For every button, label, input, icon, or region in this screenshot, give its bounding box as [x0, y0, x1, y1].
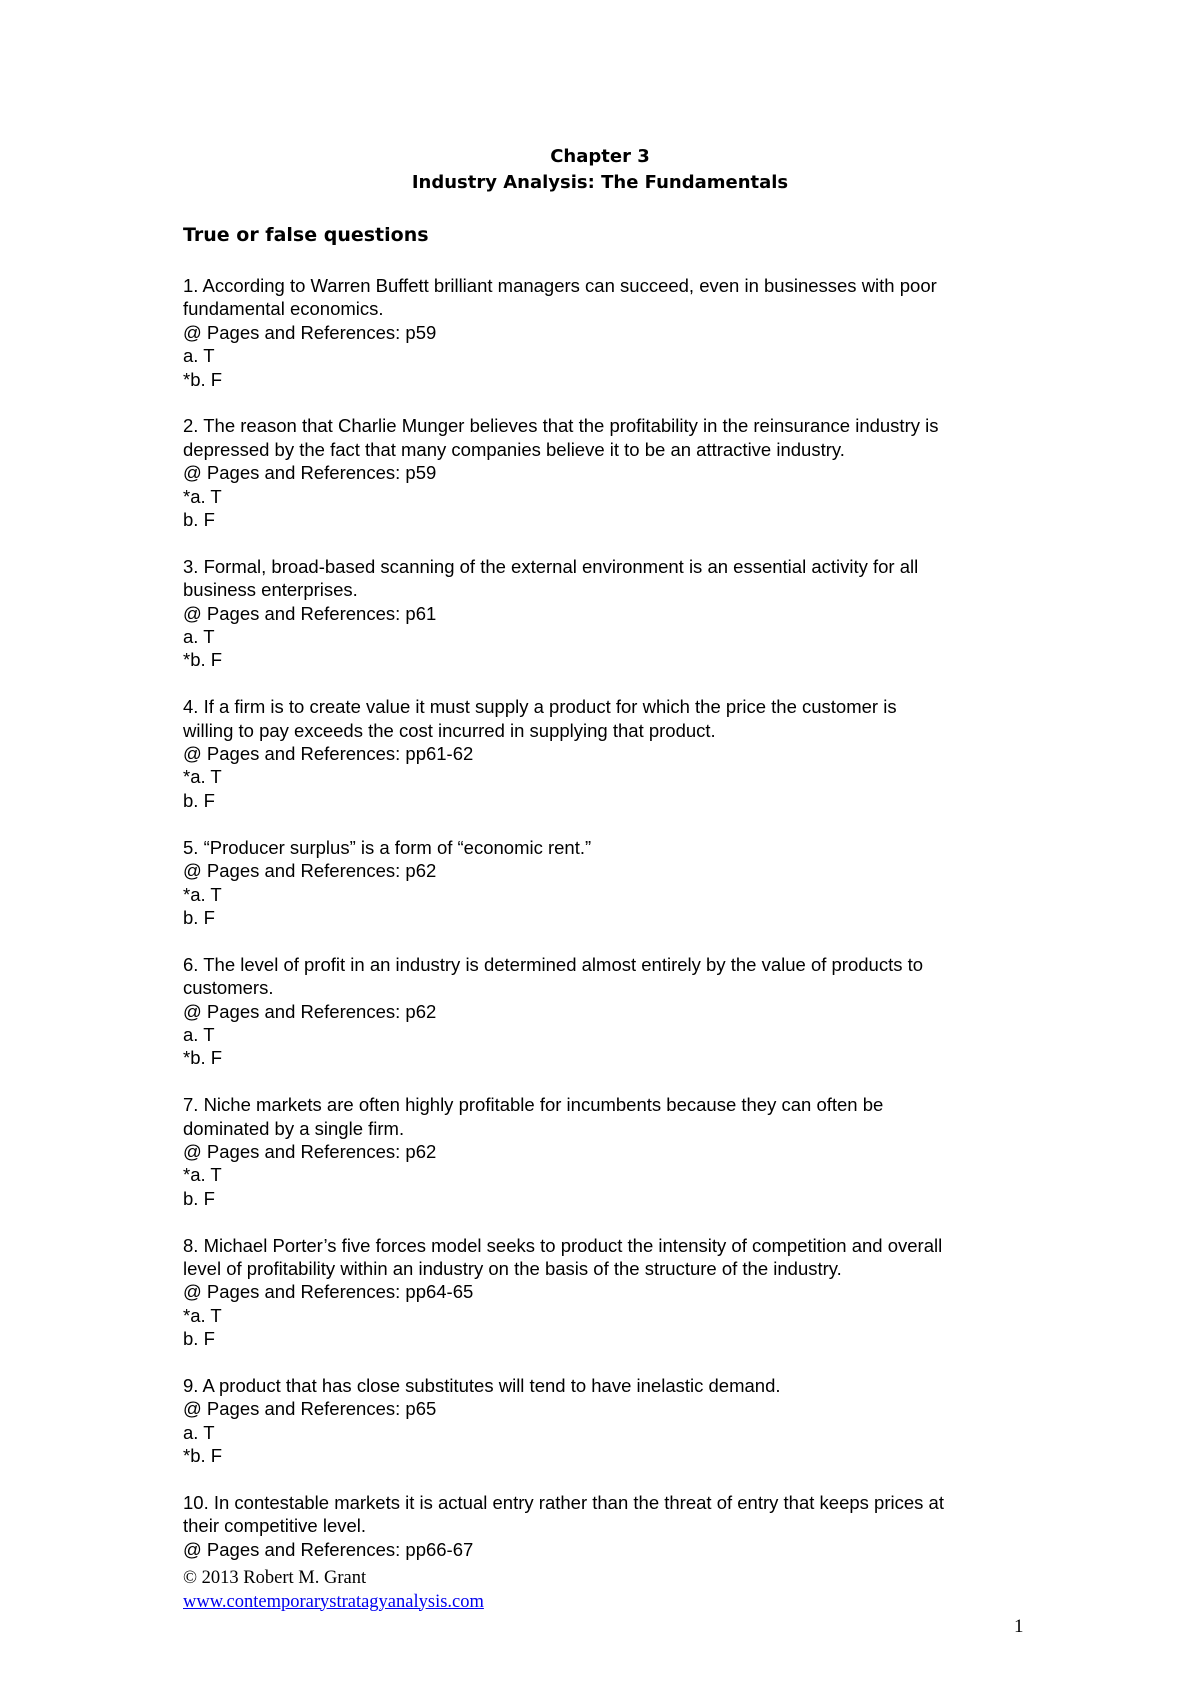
copyright-notice: © 2013 Robert M. Grant — [183, 1568, 367, 1588]
answer-option-b: b. F — [183, 906, 215, 928]
question-text: depressed by the fact that many companies believe it to be an attractive industry. — [183, 438, 845, 460]
question-text: 2. The reason that Charlie Munger believes that the profitability in the reinsurance industry is — [183, 415, 939, 437]
question-text: 1. According to Warren Buffett brilliant managers can succeed, even in businesses with poor — [183, 275, 937, 296]
answer-option-a: a. T — [183, 1421, 215, 1443]
page-number: 1 — [1014, 1616, 1024, 1637]
answer-option-b: *b. F — [183, 1047, 223, 1069]
question-text: 5. “Producer surplus” is a form of “economic rent.” — [183, 836, 592, 858]
answer-option-b: *b. F — [183, 368, 223, 390]
question-reference: @ Pages and References: pp64-65 — [183, 1281, 474, 1303]
question-text: 8. Michael Porter’s five forces model seeks to product the intensity of competition and overall — [183, 1234, 943, 1256]
answer-option-b: b. F — [183, 1328, 215, 1350]
chapter-label: Chapter 3 — [550, 146, 650, 167]
question-text: willing to pay exceeds the cost incurred in supplying that product. — [183, 719, 716, 741]
answer-option-b: *b. F — [183, 1445, 223, 1467]
question-text: customers. — [183, 977, 274, 999]
answer-option-b: b. F — [183, 1187, 215, 1209]
question-item — [183, 1234, 1023, 1351]
answer-option-a: a. T — [183, 345, 215, 367]
question-reference: @ Pages and References: p62 — [183, 1000, 437, 1022]
answer-option-a: *a. T — [183, 883, 222, 905]
question-item — [183, 695, 1023, 812]
section-heading: True or false questions — [183, 224, 429, 246]
question-text: 7. Niche markets are often highly profitable for incumbents because they can often be — [183, 1094, 884, 1116]
answer-option-b: b. F — [183, 789, 215, 811]
question-item — [183, 836, 1023, 930]
answer-option-a: *a. T — [183, 485, 222, 507]
question-item — [183, 414, 1023, 531]
title-block — [0, 144, 1200, 196]
question-text: fundamental economics. — [183, 298, 384, 320]
answer-option-a: *a. T — [183, 1164, 222, 1186]
question-text: their competitive level. — [183, 1515, 367, 1537]
question-text: 6. The level of profit in an industry is determined almost entirely by the value of products to — [183, 953, 924, 975]
question-reference: @ Pages and References: p59 — [183, 462, 437, 484]
question-text: 3. Formal, broad-based scanning of the external environment is an essential activity for all — [183, 555, 919, 577]
question-reference: @ Pages and References: p61 — [183, 602, 437, 624]
question-item — [183, 1093, 1023, 1210]
question-reference: @ Pages and References: p62 — [183, 1140, 437, 1162]
question-reference: @ Pages and References: pp66-67 — [183, 1538, 474, 1560]
question-reference: @ Pages and References: pp61-62 — [183, 743, 474, 765]
question-text: level of profitability within an industry on the basis of the structure of the industry. — [183, 1257, 842, 1279]
question-reference: @ Pages and References: p62 — [183, 860, 437, 882]
answer-option-a: *a. T — [183, 1304, 222, 1326]
question-list — [183, 274, 1023, 1585]
website-link[interactable]: www.contemporarystratagyanalysis.com — [183, 1591, 484, 1612]
question-text: 10. In contestable markets it is actual entry rather than the threat of entry that keeps prices at — [183, 1491, 944, 1513]
question-reference: @ Pages and References: p65 — [183, 1398, 437, 1420]
answer-option-a: *a. T — [183, 766, 222, 788]
question-text: business enterprises. — [183, 579, 358, 601]
footer — [183, 1567, 484, 1614]
chapter-title: Industry Analysis: The Fundamentals — [411, 172, 789, 193]
question-item — [183, 555, 1023, 672]
question-reference: @ Pages and References: p59 — [183, 321, 437, 343]
question-text: dominated by a single firm. — [183, 1117, 405, 1139]
question-item — [183, 274, 1023, 391]
question-item — [183, 1491, 1023, 1561]
question-text: 4. If a firm is to create value it must supply a product for which the price the customer is — [183, 696, 897, 718]
question-item — [183, 1374, 1023, 1468]
answer-option-a: a. T — [183, 626, 215, 648]
answer-option-a: a. T — [183, 1023, 215, 1045]
question-item — [183, 953, 1023, 1070]
answer-option-b: b. F — [183, 509, 215, 531]
answer-option-b: *b. F — [183, 649, 223, 671]
question-text: 9. A product that has close substitutes will tend to have inelastic demand. — [183, 1374, 781, 1396]
